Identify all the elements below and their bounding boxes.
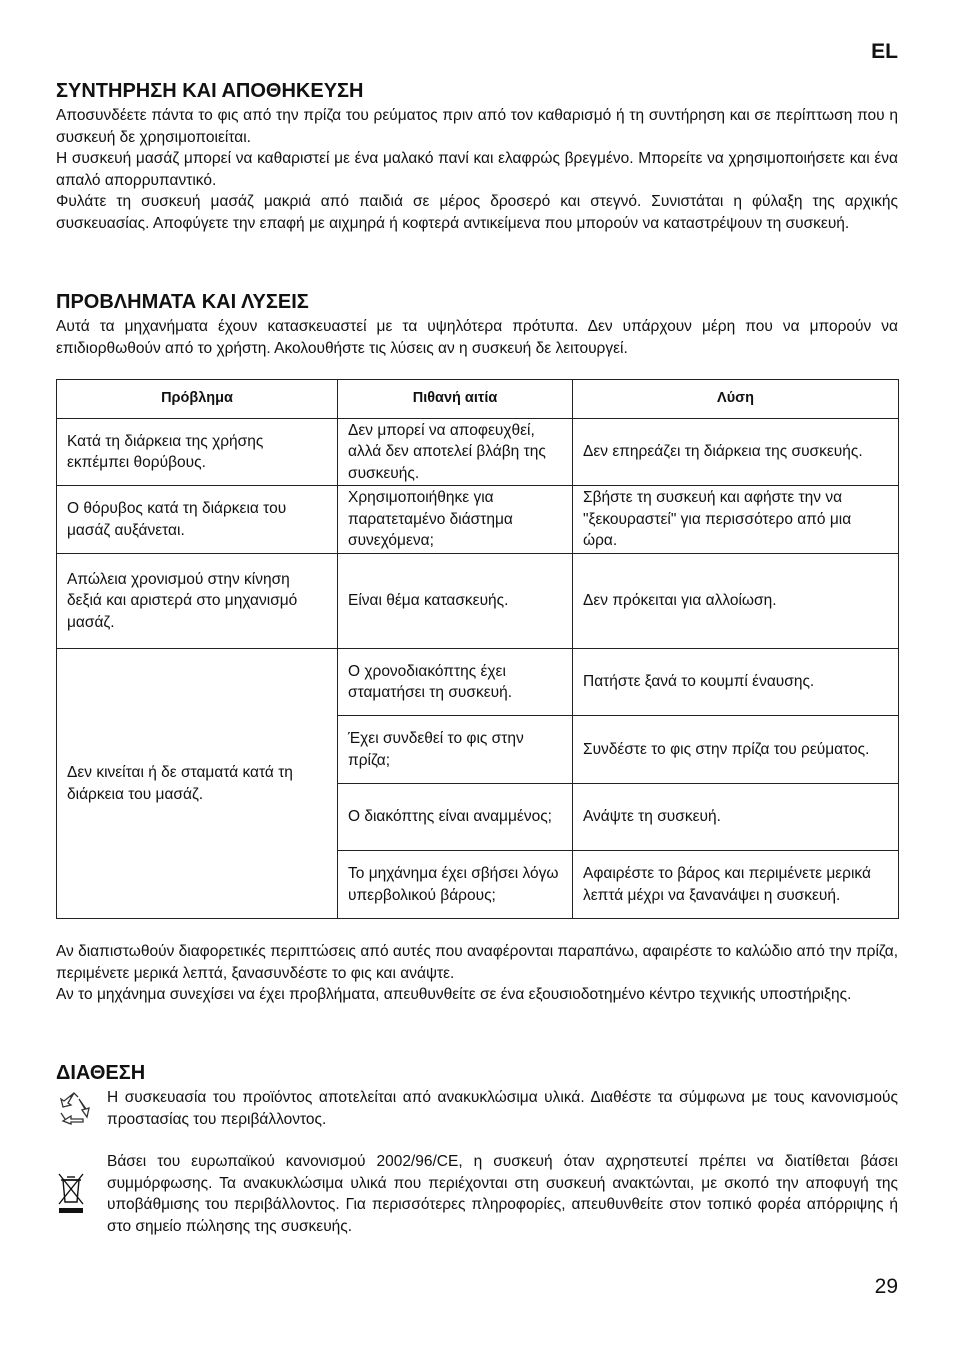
cause-cell: Το μηχάνημα έχει σβήσει λόγω υπερβολικού βάρους; — [338, 851, 573, 919]
recycle-icon — [57, 1091, 91, 1130]
solution-cell: Δεν επηρεάζει τη διάρκεια της συσκευής. — [573, 419, 899, 486]
cause-cell: Δεν μπορεί να αποφευχθεί, αλλά δεν αποτελεί βλάβη της συσκευής. — [338, 419, 573, 486]
table-row — [57, 649, 899, 716]
disposal-weee — [107, 1151, 898, 1237]
language-code: EL — [871, 40, 898, 63]
table-row — [57, 419, 899, 486]
page-number: 29 — [874, 1275, 898, 1298]
maintenance-text — [56, 105, 898, 234]
disposal-packaging — [107, 1087, 898, 1130]
table-header-row — [57, 380, 899, 419]
header-solution: Λύση — [573, 380, 899, 419]
solution-cell: Αφαιρέστε το βάρος και περιμένετε μερικά λεπτά μέχρι να ξανανάψει η συσκευή. — [573, 851, 899, 919]
maintenance-paragraph: Η συσκευή μασάζ μπορεί να καθαριστεί με ένα μαλακό πανί και ελαφρώς βρεγμένο. Μπορείτε να χρησιμοποιήσετε και ένα απαλό απορρυπαντικό. — [56, 150, 898, 189]
problem-cell: Ο θόρυβος κατά τη διάρκεια του μασάζ αυξάνεται. — [57, 486, 338, 554]
maintenance-title: ΣΥΝΤΗΡΗΣΗ ΚΑΙ ΑΠΟΘΗΚΕΥΣΗ — [56, 80, 364, 102]
troubleshooting-intro — [56, 316, 898, 359]
header-cause: Πιθανή αιτία — [338, 380, 573, 419]
troubleshooting-title: ΠΡΟΒΛΗΜΑΤΑ ΚΑΙ ΛΥΣΕΙΣ — [56, 291, 309, 313]
problem-cell: Κατά τη διάρκεια της χρήσης εκπέμπει θορύβους. — [57, 419, 338, 486]
table-row — [57, 554, 899, 649]
troubleshooting-table — [56, 379, 899, 919]
problem-cell: Απώλεια χρονισμού στην κίνηση δεξιά και αριστερά στο μηχανισμό μασάζ. — [57, 554, 338, 649]
cause-cell: Είναι θέμα κατασκευής. — [338, 554, 573, 649]
solution-cell: Ανάψτε τη συσκευή. — [573, 784, 899, 851]
packaging-text: Η συσκευασία του προϊόντος αποτελείται από ανακυκλώσιμα υλικά. Διαθέστε τα σύμφωνα με τους κανονισμούς προστασίας του περιβάλλοντος. — [107, 1089, 898, 1128]
cause-cell: Ο διακόπτης είναι αναμμένος; — [338, 784, 573, 851]
maintenance-paragraph: Αποσυνδέετε πάντα το φις από την πρίζα του ρεύματος πριν από τον καθαρισμό ή τη συντήρηση και σε περίπτωση που η συσκευή δε χρησιμοποιείται. — [56, 107, 898, 146]
solution-cell: Σβήστε τη συσκευή και αφήστε την να "ξεκουραστεί" για περισσότερο από μια ώρα. — [573, 486, 899, 554]
table-row — [57, 486, 899, 554]
troubleshooting-after — [56, 941, 898, 1006]
cause-cell: Χρησιμοποιήθηκε για παρατεταμένο διάστημα συνεχόμενα; — [338, 486, 573, 554]
header-problem: Πρόβλημα — [57, 380, 338, 419]
cause-cell: Ο χρονοδιακόπτης έχει σταματήσει τη συσκευή. — [338, 649, 573, 716]
after-paragraph: Αν το μηχάνημα συνεχίσει να έχει προβλήματα, απευθυνθείτε σε ένα εξουσιοδοτημένο κέντρο τεχνικής υποστήριξης. — [56, 986, 852, 1003]
maintenance-paragraph: Φυλάτε τη συσκευή μασάζ μακριά από παιδιά σε μέρος δροσερό και στεγνό. Συνιστάται η φύλαξη της αρχικής συσκευασίας. Αποφύγετε την επαφή με αιχμηρά ή κοφτερά αντικείμενα που μπορούν να καταστρέψουν τη συσκευή. — [56, 193, 898, 232]
weee-text: Βάσει του ευρωπαϊκού κανονισμού 2002/96/CE, η συσκευή όταν αχρηστευτεί πρέπει να διατίθεται βάσει συμμόρφωσης. Τα ανακυκλώσιμα υλικά που περιέχονται στη συσκευή ανακτώνται, με σκοπό την αποφυγή της υποβάθμισης του περιβάλλοντος. Για περισσότερες πληροφορίες, απευθυνθείτε στον τοπικό φορέα απόρριψης ή στο σημείο πώλησης της συσκευής. — [107, 1153, 898, 1235]
solution-cell: Συνδέστε το φις στην πρίζα του ρεύματος. — [573, 716, 899, 784]
solution-cell: Πατήστε ξανά το κουμπί έναυσης. — [573, 649, 899, 716]
problem-cell: Δεν κινείται ή δε σταματά κατά τη διάρκεια του μασάζ. — [57, 649, 338, 919]
intro-paragraph: Αυτά τα μηχανήματα έχουν κατασκευαστεί με τα υψηλότερα πρότυπα. Δεν υπάρχουν μέρη που να μπορούν να επιδιορθωθούν από το χρήστη. Ακολουθήστε τις λύσεις αν η συσκευή δε λειτουργεί. — [56, 318, 898, 357]
after-paragraph: Αν διαπιστωθούν διαφορετικές περιπτώσεις από αυτές που αναφέρονται παραπάνω, αφαιρέστε το καλώδιο από την πρίζα, περιμένετε μερικά λεπτά, ξανασυνδέστε το φις και ανάψτε. — [56, 943, 898, 982]
cause-cell: Έχει συνδεθεί το φις στην πρίζα; — [338, 716, 573, 784]
crossed-bin-icon — [57, 1172, 85, 1219]
disposal-title: ΔΙΑΘΕΣΗ — [56, 1062, 146, 1084]
solution-cell: Δεν πρόκειται για αλλοίωση. — [573, 554, 899, 649]
